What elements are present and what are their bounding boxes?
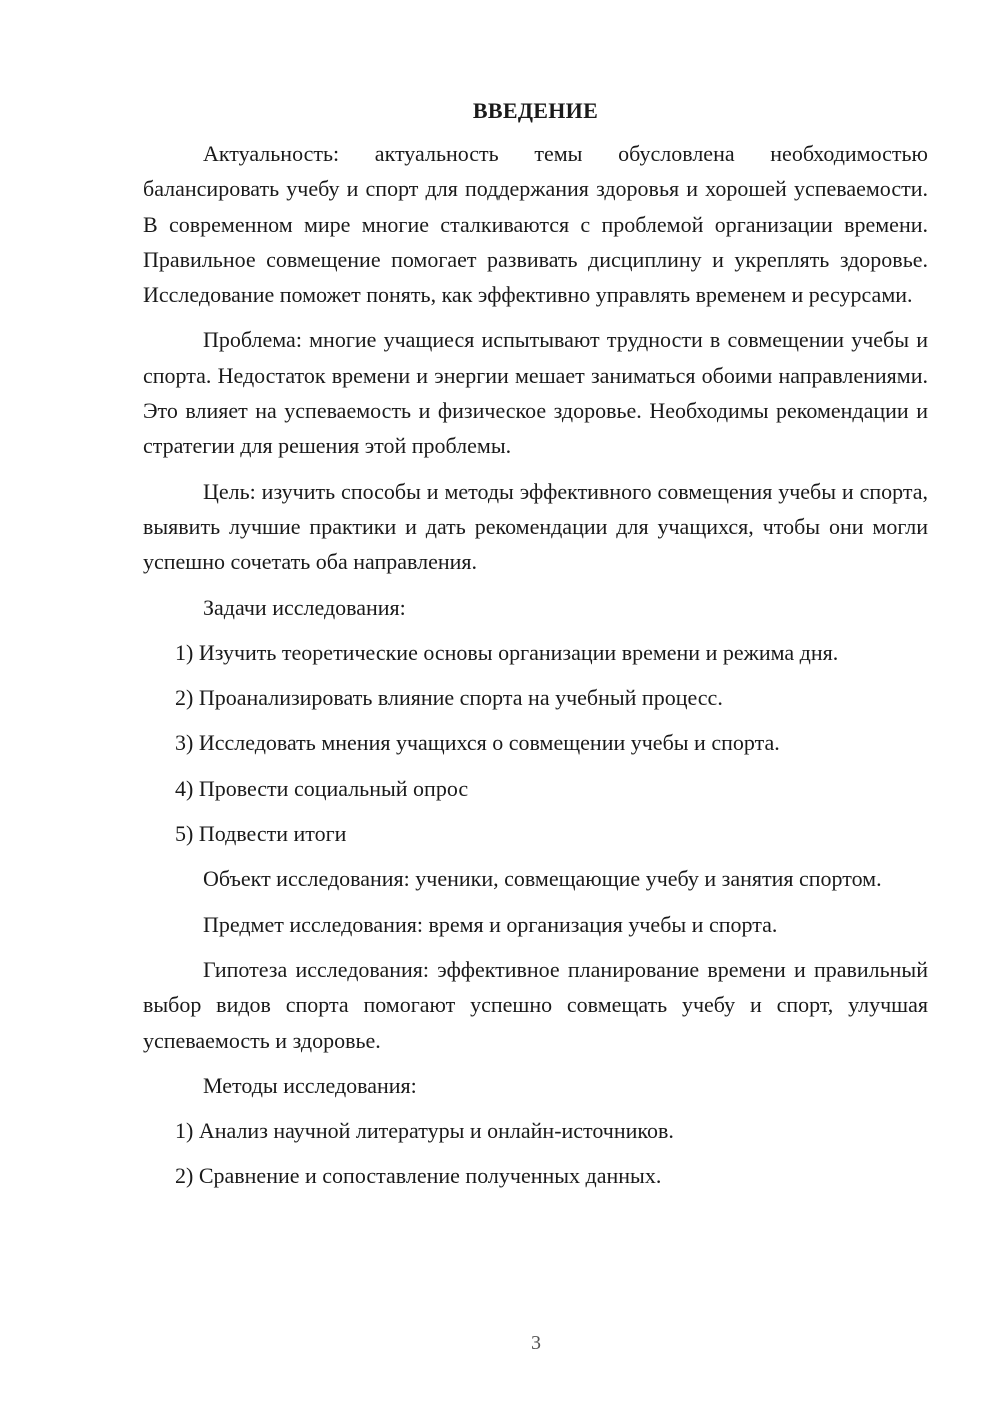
hypothesis-paragraph: Гипотеза исследования: эффективное планирование времени и правильный выбор видов спорта помогают успешно совмещать учебу и спорт, улучшая успеваемость и здоровье. <box>143 956 928 1053</box>
method-item: 2) Сравнение и сопоставление полученных данных. <box>175 1163 662 1189</box>
goal-paragraph: Цель: изучить способы и методы эффективного совмещения учебы и спорта, выявить лучшие практики и дать рекомендации для учащихся, чтобы они могли успешно сочетать оба направления. <box>143 478 928 575</box>
task-item: 2) Проанализировать влияние спорта на учебный процесс. <box>175 685 723 711</box>
tasks-title: Задачи исследования: <box>203 594 406 620</box>
method-item: 1) Анализ научной литературы и онлайн-источников. <box>175 1118 674 1144</box>
section-heading: ВВЕДЕНИЕ <box>472 98 599 123</box>
task-item: 3) Исследовать мнения учащихся о совмещении учебы и спорта. <box>175 730 780 756</box>
task-item: 5) Подвести итоги <box>175 821 347 847</box>
task-item: 1) Изучить теоретические основы организации времени и режима дня. <box>175 639 839 665</box>
page-number: 3 <box>531 1332 541 1354</box>
task-item: 4) Провести социальный опрос <box>175 775 469 801</box>
methods-title: Методы исследования: <box>203 1072 417 1098</box>
subject-paragraph: Предмет исследования: время и организация учебы и спорта. <box>203 911 778 937</box>
object-paragraph: Объект исследования: ученики, совмещающие учебу и занятия спортом. <box>203 866 882 892</box>
problem-paragraph: Проблема: многие учащиеся испытывают трудности в совмещении учебы и спорта. Недостаток времени и энергии мешает заниматься обоими направлениями. Это влияет на успеваемость и физическое здоровье. Необходимы рекомендации и стратегии для решения этой проблемы. <box>143 327 928 459</box>
relevance-paragraph: Актуальность: актуальность темы обусловлена необходимостью балансировать учебу и спорт для поддержания здоровья и хорошей успеваемости. В современном мире многие сталкиваются с проблемой организации времени. Правильное совмещение помогает развивать дисциплину и укреплять здоровье. Исследование поможет понять, как эффективно управлять временем и ресурсами. <box>143 141 928 308</box>
page-content <box>143 93 928 1204</box>
